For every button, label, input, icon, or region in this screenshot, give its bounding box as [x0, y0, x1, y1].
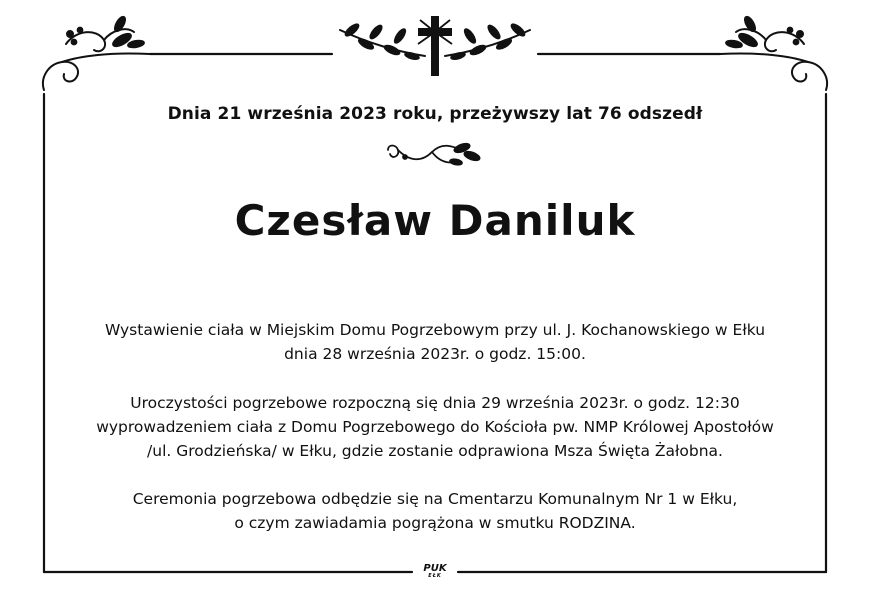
vine-divider-icon: [388, 142, 481, 166]
puk-logo: [418, 564, 452, 579]
cross-with-laurel-icon: [340, 16, 530, 76]
paragraph-line: Uroczystości pogrzebowe rozpoczną się dnia 29 września 2023r. o godz. 12:30: [130, 394, 740, 412]
logo-line1: PUK: [423, 563, 447, 574]
paragraph-line: wyprowadzeniem ciała z Domu Pogrzebowego do Kościoła pw. NMP Królowej Apostołów: [96, 418, 774, 436]
logo-line2: EŁK: [428, 573, 442, 579]
deceased-name: Czesław Daniluk: [234, 196, 636, 245]
paragraph-ceremony: [44, 391, 826, 463]
intro-line: Dnia 21 września 2023 roku, przeżywszy lat 76 odszedł: [167, 104, 703, 124]
flourish-corner-right-icon: [720, 15, 827, 90]
paragraph-line: Wystawienie ciała w Miejskim Domu Pogrzebowym przy ul. J. Kochanowskiego w Ełku: [104, 321, 766, 339]
paragraph-line: Ceremonia pogrzebowa odbędzie się na Cmentarzu Komunalnym Nr 1 w Ełku,: [132, 490, 738, 508]
paragraph-viewing: [44, 318, 826, 366]
paragraph-line: dnia 28 września 2023r. o godz. 15:00.: [284, 345, 586, 363]
paragraph-line: /ul. Grodzieńska/ w Ełku, gdzie zostanie odprawiona Msza Święta Żałobna.: [147, 442, 723, 460]
paragraph-line: o czym zawiadamia pogrążona w smutku RODZINA.: [234, 514, 636, 532]
flourish-corner-left-icon: [43, 15, 150, 90]
paragraph-burial: [44, 487, 826, 535]
